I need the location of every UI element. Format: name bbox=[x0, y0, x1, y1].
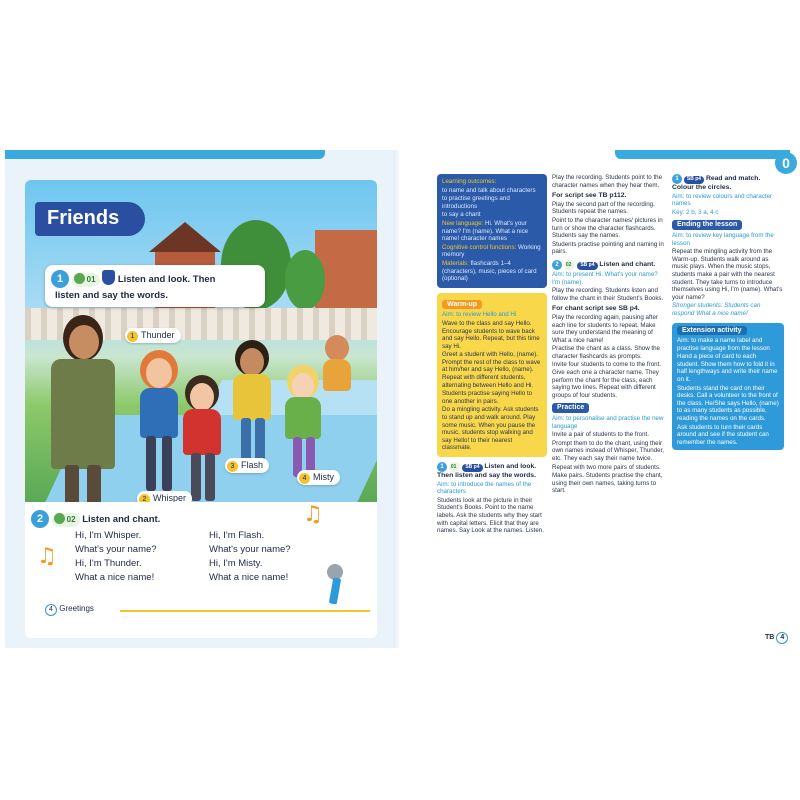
audio-icon bbox=[54, 513, 65, 524]
activity-2-instruction: 2 02 Listen and chant. bbox=[31, 510, 160, 528]
chant-line: What a nice name! bbox=[75, 572, 155, 583]
top-band bbox=[5, 150, 325, 159]
corner-number: 0 bbox=[775, 152, 797, 174]
ending-section: Ending the lesson Aim: to review key language from the lesson Repeat the mingling activity from the Warm-up. Students walk around as music plays. When the music stops, students make a pair with the nearest student. They take turns to introduce themselves using Hi, I'm (name). What's your name? Stronger students: Students can respond What a nice name! bbox=[672, 221, 783, 317]
unit-label: Greetings bbox=[59, 604, 94, 613]
music-note-icon: ♫ bbox=[37, 544, 57, 569]
warm-up-box: Warm-up Aim: to review Hello and Hi Wave to the class and say Hello. Encourage students to wave back and say Hello. Repeat, but this time say Hi. Greet a student with Hello, (name). Prompt the rest of the class to wave at him/her and say Hello, (name). Repeat with different students, alternating between Hello and Hi. Students practise saying Hello to one another in pairs. Do a mingling activity. Ask students to stand up and walk around. Play some music. When you pause the music, students stop walking and say Hello! to their nearest classmate. bbox=[437, 293, 547, 457]
music-notes-icon: ♫ bbox=[303, 502, 323, 527]
page-footer bbox=[45, 604, 94, 616]
extension-activity-box: Extension activity Aim: to make a name label and practise language from the lesson Hand a piece of card to each student. Show them how to fold it in half lengthways and write their name on it. Students stand the card on their desks. Call a volunteer to the front of the class. He/She says Hello, (name) to as many students as possible, reading the names on the cards. Ask students to turn their cards around and see if the student can remember the names. bbox=[672, 323, 784, 451]
audio-track-tag[interactable]: 02 bbox=[52, 513, 80, 527]
page-number: 4 bbox=[45, 604, 57, 616]
chant-line: Hi, I'm Thunder. bbox=[75, 558, 142, 569]
activity-2-notes: 2 02 SB p4 Listen and chant. Aim: to present Hi. What's your name? I'm (name). Play the recording. Students listen and follow the chant in their Student's Books. bbox=[552, 260, 664, 302]
notes-column-2: Play the recording. Students point to the character names when they hear them. For script see TB p112. Play the second part of the recording. Students repeat the names. Point to the character names/ pictures in turn or show the character flashcards. Students say the names. Students practise pointing and naming in pairs. 2 02 SB p4 Listen and chant. Aim: to present Hi. What's your name? I'm (name). Play the recording. Students listen and follow the chant in their Student's Books. For chant script see SB p4. Play the recording again, pausing after each line for students to repeat. Make sure they understand the meaning of What a nice name! Practise the chant as a class. Show the character flashcards as prompts. Invite four students to come to the front. Give each one a character name. They perform the chant for the class, each saying two lines. Repeat with different groups of four students. Practice Aim: to personalise and practise the new language Invite a pair of students to the front. Prompt them to do the chant, using their own names instead of Whisper, Thunder, etc. They each say their name twice. Repeat with two more pairs of students. Make pairs. Students practise the chant, using their own names, taking turns to start. bbox=[552, 174, 665, 495]
learning-outcomes-box: Learning outcomes: to name and talk about characters to practise greetings and introductions to say a chant New language: Hi. What's your name? I'm (name). What a nice name! character names Cognitive control functions: Working memory Materials: flashcards 1–4 (characters), music, pieces of card (optional) bbox=[437, 174, 547, 288]
page-tab: TB 4 bbox=[765, 632, 788, 644]
notes-column-3 bbox=[672, 174, 784, 450]
name-label-misty: 4 Misty bbox=[297, 470, 340, 485]
chant-line: Hi, I'm Flash. bbox=[209, 530, 265, 541]
chant-line: What's your name? bbox=[209, 544, 291, 555]
video-shield-icon bbox=[102, 270, 115, 285]
footer-rule bbox=[120, 610, 370, 612]
book-spread bbox=[5, 150, 800, 648]
activity-1-instruction bbox=[45, 265, 265, 307]
audio-track-tag[interactable]: 01 bbox=[72, 273, 100, 287]
house-shape bbox=[315, 230, 377, 310]
tree-shape bbox=[285, 250, 325, 310]
chant-line: What a nice name! bbox=[209, 572, 289, 583]
teacher-notes-page bbox=[400, 150, 800, 648]
left-page bbox=[5, 150, 400, 648]
notes-column-1 bbox=[437, 174, 547, 536]
chant-section bbox=[25, 502, 377, 638]
page-title: Friends bbox=[47, 207, 120, 229]
instruction-line-2: listen and say the words. bbox=[55, 290, 168, 301]
chant-line: Hi, I'm Misty. bbox=[209, 558, 263, 569]
name-label-thunder: 1 Thunder bbox=[125, 328, 181, 343]
student-book-page bbox=[25, 180, 377, 638]
activity-1-notes: 1 01 SB p4 Listen and look. Then listen and say the words. Aim: to introduce the names of the characters Students look at the picture in their Student's Books. Point to the name labels. Ask the students why they start with capital letters. Elicit that they are names. Say Look at the names. Listen. bbox=[437, 463, 544, 535]
activity-3-notes: 1 SB p4 Read and match. Colour the circles. Aim: to review colours and character names Key: 2 b, 3 a, 4 c bbox=[672, 175, 773, 216]
chant-line: What's your name? bbox=[75, 544, 157, 555]
roof-shape bbox=[149, 222, 221, 252]
audio-icon bbox=[74, 273, 85, 284]
chant-line: Hi, I'm Whisper. bbox=[75, 530, 142, 541]
activity-number: 2 bbox=[31, 510, 49, 528]
illustration-scene bbox=[25, 180, 377, 502]
name-label-flash: 3 Flash bbox=[225, 458, 269, 473]
activity-number: 1 bbox=[51, 270, 69, 288]
practice-section: Practice Aim: to personalise and practise the new language Invite a pair of students to the front. Prompt them to do the chant, using their own names instead of Whisper, Thunder, etc. They each say their name twice. Repeat with two more pairs of students. Make pairs. Students practise the chant, using their own names, taking turns to start. bbox=[552, 404, 665, 495]
name-label-whisper: 2 Whisper bbox=[137, 491, 192, 502]
instruction-line-1: Listen and look. Then bbox=[117, 274, 216, 285]
top-band bbox=[615, 150, 790, 159]
